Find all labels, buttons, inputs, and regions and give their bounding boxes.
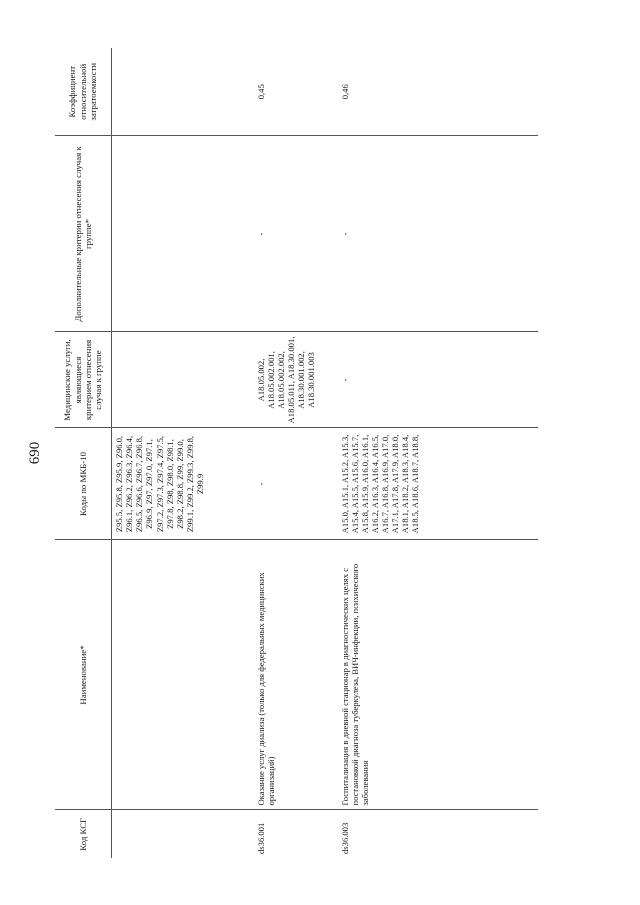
- cell-code: [112, 810, 254, 858]
- page-number: 690: [27, 441, 43, 464]
- cell-name: Оказание услуг диализа (только для федеральных медицинских организаций): [254, 540, 338, 810]
- header-code: Код КСГ: [55, 810, 112, 858]
- table-header-row: [55, 48, 112, 858]
- cell-services: A18.05.002, A18.05.002.001, A18.05.002.002, A18.05.011, A18.30.001, A18.30.001.002, A18.30.001.003: [254, 332, 338, 428]
- cell-criteria: -: [338, 136, 538, 332]
- cell-coefficient: 0,45: [254, 48, 338, 136]
- header-coefficient: Коэффициент относительной затратоемкости: [55, 48, 112, 136]
- cell-mkb: Z95.5, Z95.8, Z95.9, Z96.0, Z96.1, Z96.2, Z96.3, Z96.4, Z96.5, Z96.6, Z96.7, Z96.8, Z96.9, Z97, Z97.0, Z97.1, Z97.2, Z97.3, Z97.4, Z97.5, Z97.8, Z98, Z98.0, Z98.1, Z98.2, Z98.8, Z99, Z99.0, Z99.1, Z99.2, Z99.3, Z99.8, Z99.9: [112, 428, 254, 540]
- cell-code: ds36.001: [255, 822, 266, 854]
- header-mkb: Коды по МКБ-10: [55, 428, 112, 540]
- cell-name: [112, 540, 254, 810]
- cell-mkb: -: [254, 428, 338, 540]
- cell-code: ds36.003: [339, 822, 350, 854]
- cell-services: -: [338, 332, 538, 428]
- table-row: [338, 48, 538, 858]
- header-services: Медицинские услуги, являющиеся критерием отнесения случая к группе: [55, 332, 112, 428]
- ksg-table: [55, 48, 538, 858]
- cell-services: [112, 332, 254, 428]
- cell-criteria: -: [254, 136, 338, 332]
- rotated-page: [25, 38, 615, 868]
- header-criteria: Дополнительные критерии отнесения случая к группе*: [55, 136, 112, 332]
- cell-mkb: A15.0, A15.1, A15.2, A15.3, A15.4, A15.5, A15.6, A15.7, A15.8, A15.9, A16.0, A16.1, A16.2, A16.3, A16.4, A16.5, A16.7, A16.8, A16.9, A17.0, A17.1, A17.8, A17.9, A18.0, A18.1, A18.2, A18.3, A18.4, A18.5, A18.6, A18.7, A18.8,: [338, 428, 538, 540]
- table-row: [254, 48, 338, 858]
- cell-coefficient: 0,46: [338, 48, 538, 136]
- header-name: Наименование*: [55, 540, 112, 810]
- table-row: [112, 48, 254, 858]
- cell-name: Госпитализация в дневной стационар в диагностических целях с постановкой диагноза туберкулеза, ВИЧ-инфекции, психического заболевания: [338, 540, 538, 810]
- cell-criteria: [112, 136, 254, 332]
- cell-coefficient: [112, 48, 254, 136]
